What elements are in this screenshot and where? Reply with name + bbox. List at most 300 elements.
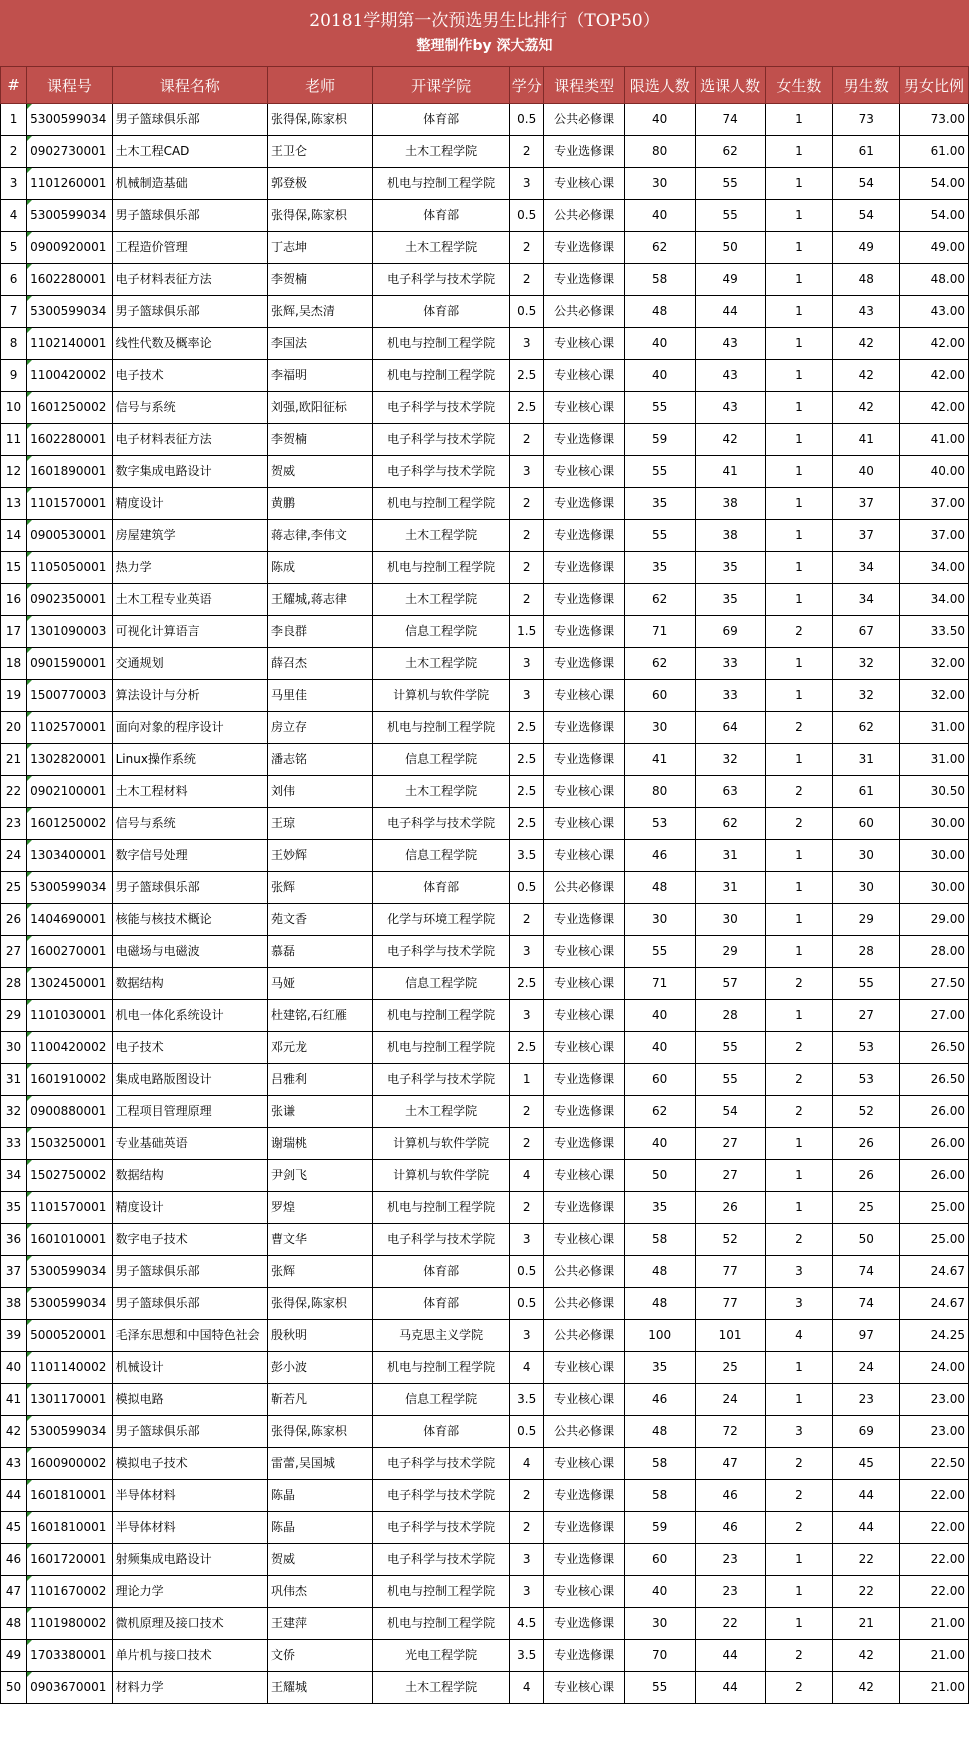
- male-count-cell[interactable]: 49: [833, 232, 900, 264]
- teacher-cell[interactable]: 房立存: [268, 712, 373, 744]
- ratio-cell[interactable]: 25.00: [900, 1224, 969, 1256]
- course-name-cell[interactable]: 男子篮球俱乐部: [112, 1288, 267, 1320]
- teacher-cell[interactable]: 陈晶: [268, 1480, 373, 1512]
- ratio-cell[interactable]: 29.00: [900, 904, 969, 936]
- course-code-cell[interactable]: 1600900002: [27, 1448, 113, 1480]
- male-count-cell[interactable]: 37: [833, 488, 900, 520]
- course-code-cell[interactable]: 5300599034: [27, 1416, 113, 1448]
- rank-cell[interactable]: 48: [1, 1608, 27, 1640]
- enrolled-cell[interactable]: 26: [695, 1192, 765, 1224]
- course-code-cell[interactable]: 5300599034: [27, 1256, 113, 1288]
- enrolled-cell[interactable]: 46: [695, 1512, 765, 1544]
- course-code-cell[interactable]: 1601250002: [27, 392, 113, 424]
- course-type-cell[interactable]: 专业选修课: [544, 552, 624, 584]
- course-name-cell[interactable]: 电子技术: [112, 1032, 267, 1064]
- capacity-cell[interactable]: 48: [624, 1256, 695, 1288]
- college-cell[interactable]: 计算机与软件学院: [373, 1160, 510, 1192]
- teacher-cell[interactable]: 李国法: [268, 328, 373, 360]
- female-count-cell[interactable]: 1: [765, 1000, 833, 1032]
- course-code-cell[interactable]: 1101980002: [27, 1608, 113, 1640]
- capacity-cell[interactable]: 55: [624, 456, 695, 488]
- teacher-cell[interactable]: 殷秋明: [268, 1320, 373, 1352]
- male-count-cell[interactable]: 42: [833, 328, 900, 360]
- male-count-cell[interactable]: 42: [833, 360, 900, 392]
- course-code-cell[interactable]: 1601720001: [27, 1544, 113, 1576]
- course-code-cell[interactable]: 1101260001: [27, 168, 113, 200]
- course-name-cell[interactable]: 信号与系统: [112, 392, 267, 424]
- female-count-cell[interactable]: 2: [765, 712, 833, 744]
- male-count-cell[interactable]: 53: [833, 1032, 900, 1064]
- capacity-cell[interactable]: 100: [624, 1320, 695, 1352]
- female-count-cell[interactable]: 1: [765, 584, 833, 616]
- course-code-cell[interactable]: 1101670002: [27, 1576, 113, 1608]
- course-name-cell[interactable]: 男子篮球俱乐部: [112, 200, 267, 232]
- college-cell[interactable]: 机电与控制工程学院: [373, 168, 510, 200]
- ratio-cell[interactable]: 22.00: [900, 1576, 969, 1608]
- rank-cell[interactable]: 23: [1, 808, 27, 840]
- course-type-cell[interactable]: 专业核心课: [544, 776, 624, 808]
- course-type-cell[interactable]: 专业核心课: [544, 360, 624, 392]
- capacity-cell[interactable]: 30: [624, 904, 695, 936]
- course-code-cell[interactable]: 1503250001: [27, 1128, 113, 1160]
- college-cell[interactable]: 土木工程学院: [373, 584, 510, 616]
- capacity-cell[interactable]: 40: [624, 1128, 695, 1160]
- ratio-cell[interactable]: 42.00: [900, 328, 969, 360]
- course-code-cell[interactable]: 0900920001: [27, 232, 113, 264]
- course-code-cell[interactable]: 1100420002: [27, 360, 113, 392]
- credits-cell[interactable]: 0.5: [510, 200, 544, 232]
- rank-cell[interactable]: 1: [1, 104, 27, 136]
- rank-cell[interactable]: 2: [1, 136, 27, 168]
- rank-cell[interactable]: 47: [1, 1576, 27, 1608]
- enrolled-cell[interactable]: 47: [695, 1448, 765, 1480]
- capacity-cell[interactable]: 40: [624, 104, 695, 136]
- capacity-cell[interactable]: 48: [624, 1288, 695, 1320]
- course-type-cell[interactable]: 专业选修课: [544, 1480, 624, 1512]
- ratio-cell[interactable]: 54.00: [900, 200, 969, 232]
- teacher-cell[interactable]: 刘强,欧阳征标: [268, 392, 373, 424]
- college-cell[interactable]: 机电与控制工程学院: [373, 1576, 510, 1608]
- capacity-cell[interactable]: 60: [624, 1544, 695, 1576]
- ratio-cell[interactable]: 21.00: [900, 1672, 969, 1704]
- female-count-cell[interactable]: 1: [765, 456, 833, 488]
- college-cell[interactable]: 信息工程学院: [373, 1384, 510, 1416]
- rank-cell[interactable]: 11: [1, 424, 27, 456]
- college-cell[interactable]: 机电与控制工程学院: [373, 1192, 510, 1224]
- rank-cell[interactable]: 50: [1, 1672, 27, 1704]
- course-type-cell[interactable]: 专业选修课: [544, 616, 624, 648]
- female-count-cell[interactable]: 1: [765, 680, 833, 712]
- ratio-cell[interactable]: 31.00: [900, 712, 969, 744]
- course-name-cell[interactable]: 电子材料表征方法: [112, 424, 267, 456]
- credits-cell[interactable]: 2: [510, 136, 544, 168]
- credits-cell[interactable]: 2.5: [510, 808, 544, 840]
- capacity-cell[interactable]: 71: [624, 968, 695, 1000]
- teacher-cell[interactable]: 王妙辉: [268, 840, 373, 872]
- enrolled-cell[interactable]: 55: [695, 1032, 765, 1064]
- ratio-cell[interactable]: 34.00: [900, 584, 969, 616]
- capacity-cell[interactable]: 58: [624, 1448, 695, 1480]
- female-count-cell[interactable]: 1: [765, 488, 833, 520]
- course-type-cell[interactable]: 专业选修课: [544, 584, 624, 616]
- credits-cell[interactable]: 2.5: [510, 968, 544, 1000]
- female-count-cell[interactable]: 2: [765, 1512, 833, 1544]
- capacity-cell[interactable]: 58: [624, 1480, 695, 1512]
- rank-cell[interactable]: 33: [1, 1128, 27, 1160]
- credits-cell[interactable]: 2.5: [510, 776, 544, 808]
- teacher-cell[interactable]: 靳若凡: [268, 1384, 373, 1416]
- course-code-cell[interactable]: 1601890001: [27, 456, 113, 488]
- college-cell[interactable]: 电子科学与技术学院: [373, 1544, 510, 1576]
- female-count-cell[interactable]: 1: [765, 392, 833, 424]
- enrolled-cell[interactable]: 63: [695, 776, 765, 808]
- college-cell[interactable]: 电子科学与技术学院: [373, 1512, 510, 1544]
- teacher-cell[interactable]: 文侨: [268, 1640, 373, 1672]
- course-name-cell[interactable]: 工程项目管理原理: [112, 1096, 267, 1128]
- enrolled-cell[interactable]: 23: [695, 1576, 765, 1608]
- female-count-cell[interactable]: 2: [765, 776, 833, 808]
- course-type-cell[interactable]: 公共必修课: [544, 872, 624, 904]
- course-code-cell[interactable]: 1500770003: [27, 680, 113, 712]
- college-cell[interactable]: 机电与控制工程学院: [373, 488, 510, 520]
- female-count-cell[interactable]: 1: [765, 1352, 833, 1384]
- enrolled-cell[interactable]: 62: [695, 136, 765, 168]
- enrolled-cell[interactable]: 27: [695, 1160, 765, 1192]
- enrolled-cell[interactable]: 33: [695, 680, 765, 712]
- credits-cell[interactable]: 2: [510, 584, 544, 616]
- enrolled-cell[interactable]: 31: [695, 872, 765, 904]
- course-name-cell[interactable]: 毛泽东思想和中国特色社会: [112, 1320, 267, 1352]
- ratio-cell[interactable]: 26.00: [900, 1128, 969, 1160]
- female-count-cell[interactable]: 3: [765, 1288, 833, 1320]
- male-count-cell[interactable]: 67: [833, 616, 900, 648]
- course-name-cell[interactable]: 模拟电子技术: [112, 1448, 267, 1480]
- enrolled-cell[interactable]: 44: [695, 1672, 765, 1704]
- course-type-cell[interactable]: 专业选修课: [544, 648, 624, 680]
- teacher-cell[interactable]: 黄鹏: [268, 488, 373, 520]
- ratio-cell[interactable]: 30.50: [900, 776, 969, 808]
- course-type-cell[interactable]: 公共必修课: [544, 296, 624, 328]
- course-name-cell[interactable]: 电子材料表征方法: [112, 264, 267, 296]
- ratio-cell[interactable]: 30.00: [900, 872, 969, 904]
- female-count-cell[interactable]: 1: [765, 1128, 833, 1160]
- rank-cell[interactable]: 18: [1, 648, 27, 680]
- female-count-cell[interactable]: 1: [765, 936, 833, 968]
- college-cell[interactable]: 机电与控制工程学院: [373, 1032, 510, 1064]
- rank-cell[interactable]: 39: [1, 1320, 27, 1352]
- female-count-cell[interactable]: 2: [765, 808, 833, 840]
- male-count-cell[interactable]: 37: [833, 520, 900, 552]
- course-code-cell[interactable]: 1502750002: [27, 1160, 113, 1192]
- ratio-cell[interactable]: 24.67: [900, 1256, 969, 1288]
- capacity-cell[interactable]: 59: [624, 1512, 695, 1544]
- course-name-cell[interactable]: 数字信号处理: [112, 840, 267, 872]
- course-name-cell[interactable]: 线性代数及概率论: [112, 328, 267, 360]
- rank-cell[interactable]: 13: [1, 488, 27, 520]
- male-count-cell[interactable]: 42: [833, 1672, 900, 1704]
- capacity-cell[interactable]: 50: [624, 1160, 695, 1192]
- rank-cell[interactable]: 5: [1, 232, 27, 264]
- ratio-cell[interactable]: 26.50: [900, 1064, 969, 1096]
- teacher-cell[interactable]: 薛召杰: [268, 648, 373, 680]
- credits-cell[interactable]: 0.5: [510, 1416, 544, 1448]
- teacher-cell[interactable]: 张得保,陈家枳: [268, 104, 373, 136]
- capacity-cell[interactable]: 71: [624, 616, 695, 648]
- credits-cell[interactable]: 1.5: [510, 616, 544, 648]
- enrolled-cell[interactable]: 38: [695, 488, 765, 520]
- enrolled-cell[interactable]: 28: [695, 1000, 765, 1032]
- course-name-cell[interactable]: 核能与核技术概论: [112, 904, 267, 936]
- enrolled-cell[interactable]: 55: [695, 1064, 765, 1096]
- course-name-cell[interactable]: 算法设计与分析: [112, 680, 267, 712]
- credits-cell[interactable]: 3: [510, 1000, 544, 1032]
- rank-cell[interactable]: 34: [1, 1160, 27, 1192]
- capacity-cell[interactable]: 46: [624, 1384, 695, 1416]
- female-count-cell[interactable]: 1: [765, 136, 833, 168]
- enrolled-cell[interactable]: 42: [695, 424, 765, 456]
- capacity-cell[interactable]: 40: [624, 328, 695, 360]
- rank-cell[interactable]: 32: [1, 1096, 27, 1128]
- female-count-cell[interactable]: 3: [765, 1256, 833, 1288]
- course-code-cell[interactable]: 1404690001: [27, 904, 113, 936]
- enrolled-cell[interactable]: 32: [695, 744, 765, 776]
- course-name-cell[interactable]: 精度设计: [112, 488, 267, 520]
- capacity-cell[interactable]: 35: [624, 552, 695, 584]
- college-cell[interactable]: 体育部: [373, 872, 510, 904]
- male-count-cell[interactable]: 27: [833, 1000, 900, 1032]
- teacher-cell[interactable]: 张辉: [268, 1256, 373, 1288]
- male-count-cell[interactable]: 30: [833, 840, 900, 872]
- course-type-cell[interactable]: 专业核心课: [544, 1576, 624, 1608]
- teacher-cell[interactable]: 贺威: [268, 1544, 373, 1576]
- course-code-cell[interactable]: 1301170001: [27, 1384, 113, 1416]
- course-type-cell[interactable]: 专业核心课: [544, 168, 624, 200]
- enrolled-cell[interactable]: 77: [695, 1288, 765, 1320]
- credits-cell[interactable]: 3: [510, 168, 544, 200]
- capacity-cell[interactable]: 62: [624, 648, 695, 680]
- course-name-cell[interactable]: Linux操作系统: [112, 744, 267, 776]
- ratio-cell[interactable]: 37.00: [900, 520, 969, 552]
- credits-cell[interactable]: 0.5: [510, 872, 544, 904]
- capacity-cell[interactable]: 62: [624, 1096, 695, 1128]
- rank-cell[interactable]: 40: [1, 1352, 27, 1384]
- capacity-cell[interactable]: 53: [624, 808, 695, 840]
- ratio-cell[interactable]: 30.00: [900, 808, 969, 840]
- course-name-cell[interactable]: 模拟电路: [112, 1384, 267, 1416]
- course-code-cell[interactable]: 1101030001: [27, 1000, 113, 1032]
- female-count-cell[interactable]: 2: [765, 1096, 833, 1128]
- credits-cell[interactable]: 3: [510, 648, 544, 680]
- credits-cell[interactable]: 2: [510, 1480, 544, 1512]
- teacher-cell[interactable]: 谢瑞桃: [268, 1128, 373, 1160]
- female-count-cell[interactable]: 1: [765, 648, 833, 680]
- female-count-cell[interactable]: 4: [765, 1320, 833, 1352]
- course-name-cell[interactable]: 土木工程专业英语: [112, 584, 267, 616]
- male-count-cell[interactable]: 34: [833, 584, 900, 616]
- credits-cell[interactable]: 1: [510, 1064, 544, 1096]
- credits-cell[interactable]: 4: [510, 1160, 544, 1192]
- male-count-cell[interactable]: 32: [833, 680, 900, 712]
- rank-cell[interactable]: 7: [1, 296, 27, 328]
- capacity-cell[interactable]: 58: [624, 264, 695, 296]
- course-code-cell[interactable]: 1100420002: [27, 1032, 113, 1064]
- course-type-cell[interactable]: 专业选修课: [544, 488, 624, 520]
- rank-cell[interactable]: 26: [1, 904, 27, 936]
- ratio-cell[interactable]: 49.00: [900, 232, 969, 264]
- rank-cell[interactable]: 30: [1, 1032, 27, 1064]
- capacity-cell[interactable]: 30: [624, 712, 695, 744]
- college-cell[interactable]: 马克思主义学院: [373, 1320, 510, 1352]
- ratio-cell[interactable]: 24.00: [900, 1352, 969, 1384]
- male-count-cell[interactable]: 48: [833, 264, 900, 296]
- enrolled-cell[interactable]: 44: [695, 1640, 765, 1672]
- course-type-cell[interactable]: 专业核心课: [544, 968, 624, 1000]
- female-count-cell[interactable]: 1: [765, 168, 833, 200]
- ratio-cell[interactable]: 21.00: [900, 1608, 969, 1640]
- enrolled-cell[interactable]: 23: [695, 1544, 765, 1576]
- female-count-cell[interactable]: 2: [765, 1448, 833, 1480]
- college-cell[interactable]: 电子科学与技术学院: [373, 1448, 510, 1480]
- college-cell[interactable]: 计算机与软件学院: [373, 1128, 510, 1160]
- rank-cell[interactable]: 3: [1, 168, 27, 200]
- course-name-cell[interactable]: 男子篮球俱乐部: [112, 1416, 267, 1448]
- ratio-cell[interactable]: 26.00: [900, 1096, 969, 1128]
- rank-cell[interactable]: 9: [1, 360, 27, 392]
- enrolled-cell[interactable]: 62: [695, 808, 765, 840]
- ratio-cell[interactable]: 27.50: [900, 968, 969, 1000]
- enrolled-cell[interactable]: 49: [695, 264, 765, 296]
- male-count-cell[interactable]: 62: [833, 712, 900, 744]
- ratio-cell[interactable]: 42.00: [900, 392, 969, 424]
- enrolled-cell[interactable]: 50: [695, 232, 765, 264]
- capacity-cell[interactable]: 70: [624, 1640, 695, 1672]
- credits-cell[interactable]: 2: [510, 904, 544, 936]
- course-code-cell[interactable]: 1600270001: [27, 936, 113, 968]
- course-type-cell[interactable]: 公共必修课: [544, 1416, 624, 1448]
- course-name-cell[interactable]: 男子篮球俱乐部: [112, 1256, 267, 1288]
- male-count-cell[interactable]: 55: [833, 968, 900, 1000]
- enrolled-cell[interactable]: 38: [695, 520, 765, 552]
- enrolled-cell[interactable]: 57: [695, 968, 765, 1000]
- course-type-cell[interactable]: 专业选修课: [544, 744, 624, 776]
- teacher-cell[interactable]: 王建萍: [268, 1608, 373, 1640]
- rank-cell[interactable]: 4: [1, 200, 27, 232]
- teacher-cell[interactable]: 张得保,陈家枳: [268, 1416, 373, 1448]
- female-count-cell[interactable]: 2: [765, 1032, 833, 1064]
- course-type-cell[interactable]: 专业核心课: [544, 808, 624, 840]
- ratio-cell[interactable]: 41.00: [900, 424, 969, 456]
- teacher-cell[interactable]: 刘伟: [268, 776, 373, 808]
- capacity-cell[interactable]: 60: [624, 680, 695, 712]
- male-count-cell[interactable]: 43: [833, 296, 900, 328]
- college-cell[interactable]: 光电工程学院: [373, 1640, 510, 1672]
- enrolled-cell[interactable]: 31: [695, 840, 765, 872]
- rank-cell[interactable]: 20: [1, 712, 27, 744]
- college-cell[interactable]: 电子科学与技术学院: [373, 264, 510, 296]
- college-cell[interactable]: 土木工程学院: [373, 648, 510, 680]
- college-cell[interactable]: 土木工程学院: [373, 520, 510, 552]
- rank-cell[interactable]: 24: [1, 840, 27, 872]
- rank-cell[interactable]: 8: [1, 328, 27, 360]
- ratio-cell[interactable]: 27.00: [900, 1000, 969, 1032]
- course-type-cell[interactable]: 专业选修课: [544, 264, 624, 296]
- capacity-cell[interactable]: 41: [624, 744, 695, 776]
- male-count-cell[interactable]: 69: [833, 1416, 900, 1448]
- teacher-cell[interactable]: 杜建铭,石红雁: [268, 1000, 373, 1032]
- rank-cell[interactable]: 49: [1, 1640, 27, 1672]
- course-type-cell[interactable]: 专业核心课: [544, 1160, 624, 1192]
- course-name-cell[interactable]: 土木工程CAD: [112, 136, 267, 168]
- course-code-cell[interactable]: 5300599034: [27, 872, 113, 904]
- course-name-cell[interactable]: 面向对象的程序设计: [112, 712, 267, 744]
- enrolled-cell[interactable]: 30: [695, 904, 765, 936]
- college-cell[interactable]: 机电与控制工程学院: [373, 552, 510, 584]
- teacher-cell[interactable]: 雷蕾,吴国城: [268, 1448, 373, 1480]
- course-code-cell[interactable]: 1302450001: [27, 968, 113, 1000]
- enrolled-cell[interactable]: 22: [695, 1608, 765, 1640]
- course-code-cell[interactable]: 1303400001: [27, 840, 113, 872]
- capacity-cell[interactable]: 55: [624, 1672, 695, 1704]
- college-cell[interactable]: 土木工程学院: [373, 232, 510, 264]
- course-code-cell[interactable]: 1102140001: [27, 328, 113, 360]
- ratio-cell[interactable]: 43.00: [900, 296, 969, 328]
- male-count-cell[interactable]: 74: [833, 1256, 900, 1288]
- capacity-cell[interactable]: 60: [624, 1064, 695, 1096]
- female-count-cell[interactable]: 1: [765, 872, 833, 904]
- credits-cell[interactable]: 2.5: [510, 712, 544, 744]
- credits-cell[interactable]: 2.5: [510, 1032, 544, 1064]
- ratio-cell[interactable]: 32.00: [900, 648, 969, 680]
- enrolled-cell[interactable]: 43: [695, 328, 765, 360]
- enrolled-cell[interactable]: 55: [695, 200, 765, 232]
- ratio-cell[interactable]: 22.00: [900, 1480, 969, 1512]
- teacher-cell[interactable]: 李良群: [268, 616, 373, 648]
- course-type-cell[interactable]: 专业选修课: [544, 1640, 624, 1672]
- teacher-cell[interactable]: 马里佳: [268, 680, 373, 712]
- male-count-cell[interactable]: 44: [833, 1512, 900, 1544]
- college-cell[interactable]: 信息工程学院: [373, 744, 510, 776]
- credits-cell[interactable]: 3: [510, 936, 544, 968]
- teacher-cell[interactable]: 尹剑飞: [268, 1160, 373, 1192]
- credits-cell[interactable]: 0.5: [510, 1288, 544, 1320]
- male-count-cell[interactable]: 52: [833, 1096, 900, 1128]
- rank-cell[interactable]: 46: [1, 1544, 27, 1576]
- female-count-cell[interactable]: 1: [765, 1544, 833, 1576]
- capacity-cell[interactable]: 40: [624, 1576, 695, 1608]
- ratio-cell[interactable]: 54.00: [900, 168, 969, 200]
- college-cell[interactable]: 电子科学与技术学院: [373, 808, 510, 840]
- teacher-cell[interactable]: 陈成: [268, 552, 373, 584]
- male-count-cell[interactable]: 44: [833, 1480, 900, 1512]
- credits-cell[interactable]: 4: [510, 1352, 544, 1384]
- ratio-cell[interactable]: 31.00: [900, 744, 969, 776]
- male-count-cell[interactable]: 40: [833, 456, 900, 488]
- female-count-cell[interactable]: 1: [765, 232, 833, 264]
- male-count-cell[interactable]: 54: [833, 168, 900, 200]
- teacher-cell[interactable]: 丁志坤: [268, 232, 373, 264]
- course-type-cell[interactable]: 公共必修课: [544, 1320, 624, 1352]
- college-cell[interactable]: 土木工程学院: [373, 1096, 510, 1128]
- course-type-cell[interactable]: 专业选修课: [544, 904, 624, 936]
- male-count-cell[interactable]: 34: [833, 552, 900, 584]
- teacher-cell[interactable]: 李贺楠: [268, 424, 373, 456]
- enrolled-cell[interactable]: 25: [695, 1352, 765, 1384]
- course-name-cell[interactable]: 交通规划: [112, 648, 267, 680]
- capacity-cell[interactable]: 40: [624, 200, 695, 232]
- rank-cell[interactable]: 14: [1, 520, 27, 552]
- female-count-cell[interactable]: 2: [765, 616, 833, 648]
- course-name-cell[interactable]: 数字集成电路设计: [112, 456, 267, 488]
